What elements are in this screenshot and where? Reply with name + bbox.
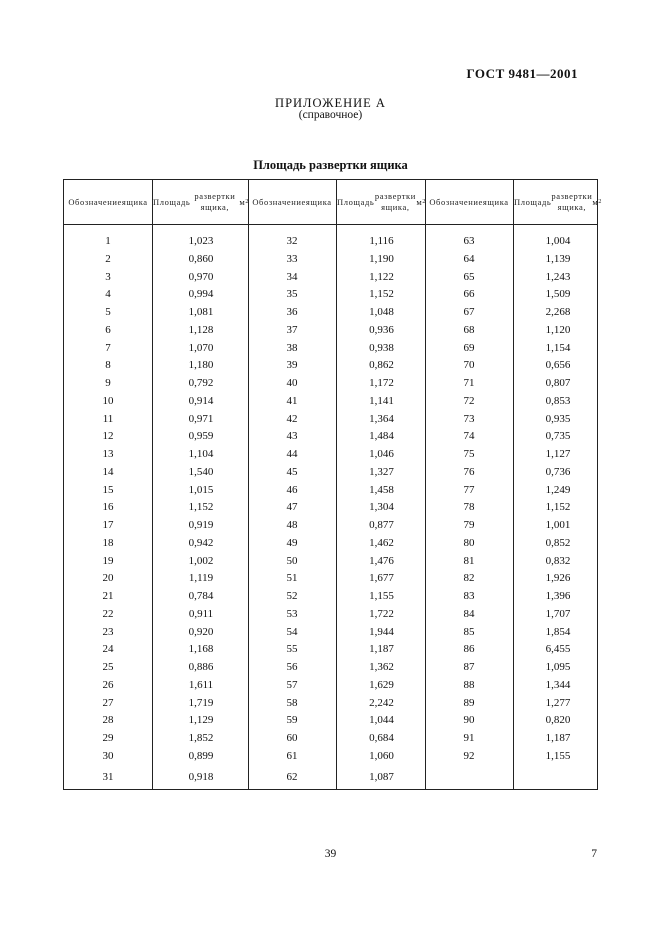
box-designation-cell: 32 — [286, 235, 298, 247]
box-area-cell: 0,735 — [545, 430, 571, 443]
box-area-cell: 0,886 — [188, 661, 214, 673]
box-area-cell: 2,268 — [545, 306, 571, 318]
box-designation-cell: 15 — [102, 483, 114, 496]
box-area-cell: 0,792 — [188, 377, 214, 389]
box-area-cell: 0,914 — [188, 394, 214, 407]
box-area-cell: 0,807 — [545, 377, 571, 389]
box-designation-cell: 66 — [463, 288, 475, 301]
box-area-cell: 1,344 — [545, 678, 571, 691]
box-designation-cell: 88 — [463, 678, 475, 691]
box-area-cell: 1,004 — [545, 235, 571, 247]
box-designation-cell: 42 — [286, 412, 298, 425]
box-designation-cell: 17 — [102, 519, 114, 531]
page-number: 39 — [324, 848, 337, 860]
box-area-cell: 1,015 — [188, 483, 214, 496]
box-designation-cell: 68 — [463, 323, 475, 336]
box-area-cell: 0,935 — [545, 412, 571, 425]
box-designation-cell: 21 — [102, 590, 114, 602]
box-area-cell: 1,060 — [369, 749, 394, 762]
box-area-cell: 1,048 — [369, 306, 394, 318]
box-designation-cell: 91 — [463, 732, 475, 744]
box-area-cell: 1,364 — [369, 412, 394, 425]
box-designation-cell: 45 — [286, 465, 298, 478]
box-area-cell: 1,854 — [545, 625, 571, 638]
header-designation — [425, 180, 513, 224]
header-designation — [64, 180, 152, 224]
box-designation-cell: 52 — [286, 590, 298, 602]
box-designation-cell: 7 — [105, 341, 111, 354]
box-designation-cell: 56 — [286, 661, 298, 673]
box-area-cell: 1,152 — [369, 288, 394, 301]
box-area-cell: 1,152 — [545, 501, 571, 514]
box-designation-cell: 79 — [463, 519, 475, 531]
box-area-cell: 1,081 — [188, 306, 214, 318]
box-area-cell: 1,127 — [545, 448, 571, 460]
box-area-cell: 1,509 — [545, 288, 571, 301]
box-designation-cell: 77 — [463, 483, 475, 496]
box-designation-cell: 23 — [102, 625, 114, 638]
box-designation-cell: 11 — [102, 412, 114, 425]
box-area-cell: 1,396 — [545, 590, 571, 602]
box-designation-cell: 6 — [105, 323, 111, 336]
box-designation-cell: 30 — [102, 749, 114, 762]
box-designation-cell: 22 — [102, 607, 114, 620]
box-designation-cell: 54 — [286, 625, 298, 638]
box-area-cell: 1,128 — [188, 323, 214, 336]
box-designation-cell: 78 — [463, 501, 475, 514]
box-area-cell: 1,187 — [369, 643, 394, 656]
box-area-cell: 1,129 — [188, 714, 214, 727]
header-area-line: развертки ящика, — [374, 191, 416, 212]
box-designation-cell: 12 — [102, 430, 114, 443]
box-designation-cell: 2 — [105, 252, 111, 265]
header-designation-line: ящика — [305, 196, 332, 207]
box-designation-cell: 51 — [286, 572, 298, 585]
box-designation-cell: 74 — [463, 430, 475, 443]
box-area-cell: 1,120 — [545, 323, 571, 336]
header-area-unit-exponent: 2 — [422, 198, 426, 205]
box-area-cell: 0,784 — [188, 590, 214, 602]
box-designation-cell: 13 — [102, 448, 114, 460]
box-designation-cell: 3 — [105, 270, 111, 283]
box-designation-cell: 48 — [286, 519, 298, 531]
box-designation-cell: 27 — [102, 696, 114, 709]
box-area-cell: 1,119 — [188, 572, 214, 585]
header-area — [514, 180, 602, 224]
box-designation-cell: 60 — [286, 732, 298, 744]
box-designation-cell: 31 — [102, 770, 114, 783]
box-designation-cell: 64 — [463, 252, 475, 265]
box-area-cell: 0,942 — [188, 536, 214, 549]
box-area-cell: 1,707 — [545, 607, 571, 620]
box-area-cell: 1,304 — [369, 501, 394, 514]
box-designation-cell: 1 — [105, 235, 111, 247]
box-area-cell: 0,994 — [188, 288, 214, 301]
box-area-cell: 0,938 — [369, 341, 394, 354]
box-designation-cell: 39 — [286, 359, 298, 372]
box-area-cell: 1,172 — [369, 377, 394, 389]
box-designation-cell: 47 — [286, 501, 298, 514]
box-designation-cell: 33 — [286, 252, 298, 265]
box-area-cell: 0,911 — [188, 607, 214, 620]
box-designation-cell: 26 — [102, 678, 114, 691]
box-designation-cell: 43 — [286, 430, 298, 443]
box-area-cell: 1,116 — [369, 235, 394, 247]
box-designation-cell: 72 — [463, 394, 475, 407]
header-area-line: развертки ящика, — [551, 191, 593, 212]
box-area-cell: 1,095 — [545, 661, 571, 673]
box-area-cell: 0,919 — [188, 519, 214, 531]
box-area-cell: 1,462 — [369, 536, 394, 549]
box-area-cell: 0,684 — [369, 732, 394, 744]
box-area-cell: 1,141 — [369, 394, 394, 407]
appendix-title: ПРИЛОЖЕНИЕ А — [275, 96, 386, 110]
box-designation-cell: 80 — [463, 536, 475, 549]
box-area-cell: 1,046 — [369, 448, 394, 460]
box-designation-cell: 82 — [463, 572, 475, 585]
header-area-line: Площадь — [153, 196, 191, 207]
box-designation-cell: 86 — [463, 643, 475, 656]
box-area-cell: 1,187 — [545, 732, 571, 744]
box-designation-cell: 83 — [463, 590, 475, 602]
box-area-cell: 6,455 — [545, 643, 571, 656]
box-area-cell: 1,926 — [545, 572, 571, 585]
box-area-cell: 1,852 — [188, 732, 214, 744]
header-area-unit: м — [416, 196, 423, 207]
box-designation-cell: 38 — [286, 341, 298, 354]
box-area-cell: 1,044 — [369, 714, 394, 727]
box-designation-cell: 87 — [463, 661, 475, 673]
box-designation-cell: 70 — [463, 359, 475, 372]
box-designation-cell: 5 — [105, 306, 111, 318]
box-area-cell: 1,540 — [188, 465, 214, 478]
sheet-number: 7 — [591, 848, 597, 860]
box-area-cell: 1,139 — [545, 252, 571, 265]
box-area-cell: 1,722 — [369, 607, 394, 620]
header-area-line: Площадь — [514, 196, 552, 207]
box-area-cell: 0,959 — [188, 430, 214, 443]
box-area-cell: 1,249 — [545, 483, 571, 496]
box-designation-cell: 34 — [286, 270, 298, 283]
box-area-cell: 0,970 — [188, 270, 214, 283]
box-designation-cell: 44 — [286, 448, 298, 460]
header-area-line: Площадь — [337, 196, 375, 207]
box-designation-cell: 57 — [286, 678, 298, 691]
header-area-unit: м — [239, 196, 246, 207]
header-divider — [64, 224, 597, 225]
box-area-cell: 1,154 — [545, 341, 571, 354]
box-designation-cell: 71 — [463, 377, 475, 389]
box-area-cell: 1,629 — [369, 678, 394, 691]
box-area-cell: 1,190 — [369, 252, 394, 265]
box-designation-cell: 62 — [286, 770, 298, 783]
appendix-note: (справочное) — [298, 109, 363, 121]
box-designation-cell: 4 — [105, 288, 111, 301]
box-area-cell: 0,971 — [188, 412, 214, 425]
box-designation-cell: 67 — [463, 306, 475, 318]
box-designation-cell: 90 — [463, 714, 475, 727]
box-area-cell: 0,852 — [545, 536, 571, 549]
box-area-cell: 1,087 — [369, 770, 394, 783]
box-area-cell: 1,180 — [188, 359, 214, 372]
header-area — [153, 180, 249, 224]
box-area-cell: 0,820 — [545, 714, 571, 727]
box-designation-cell: 18 — [102, 536, 114, 549]
box-designation-cell: 89 — [463, 696, 475, 709]
box-designation-cell: 40 — [286, 377, 298, 389]
header-area-unit-exponent: 2 — [598, 198, 603, 205]
box-designation-cell: 69 — [463, 341, 475, 354]
box-designation-cell: 29 — [102, 732, 114, 744]
box-area-cell: 0,862 — [369, 359, 394, 372]
box-designation-cell: 65 — [463, 270, 475, 283]
header-designation-line: Обозначение — [68, 196, 122, 207]
table-title: Площадь развертки ящика — [253, 158, 408, 172]
box-designation-cell: 8 — [105, 359, 111, 372]
box-area-cell: 1,362 — [369, 661, 394, 673]
box-area-cell: 1,155 — [369, 590, 394, 602]
box-area-cell: 1,677 — [369, 572, 394, 585]
box-area-cell: 1,327 — [369, 465, 394, 478]
box-designation-cell: 84 — [463, 607, 475, 620]
box-designation-cell: 49 — [286, 536, 298, 549]
box-area-cell: 0,918 — [188, 770, 214, 783]
box-designation-cell: 14 — [102, 465, 114, 478]
box-area-cell: 1,719 — [188, 696, 214, 709]
box-area-cell: 0,860 — [188, 252, 214, 265]
box-area-cell: 0,853 — [545, 394, 571, 407]
box-designation-cell: 61 — [286, 749, 298, 762]
box-area-cell: 1,168 — [188, 643, 214, 656]
box-area-cell: 1,155 — [545, 749, 571, 762]
box-area-cell: 1,152 — [188, 501, 214, 514]
box-area-cell: 1,002 — [188, 554, 214, 567]
box-designation-cell: 85 — [463, 625, 475, 638]
box-designation-cell: 76 — [463, 465, 475, 478]
box-designation-cell: 25 — [102, 661, 114, 673]
header-area-unit-exponent: 2 — [245, 198, 249, 205]
box-designation-cell: 28 — [102, 714, 114, 727]
box-area-cell: 1,243 — [545, 270, 571, 283]
box-designation-cell: 81 — [463, 554, 475, 567]
header-designation-line: ящика — [121, 196, 148, 207]
box-area-cell: 2,242 — [369, 696, 394, 709]
box-area-cell: 0,920 — [188, 625, 214, 638]
box-designation-cell: 59 — [286, 714, 298, 727]
box-designation-cell: 41 — [286, 394, 298, 407]
box-area-cell: 1,476 — [369, 554, 394, 567]
header-designation-line: Обозначение — [252, 196, 306, 207]
box-designation-cell: 37 — [286, 323, 298, 336]
box-area-cell: 1,023 — [188, 235, 214, 247]
box-area-cell: 1,484 — [369, 430, 394, 443]
box-area-cell: 0,899 — [188, 749, 214, 762]
box-designation-cell: 73 — [463, 412, 475, 425]
box-designation-cell: 63 — [463, 235, 475, 247]
box-area-cell: 1,122 — [369, 270, 394, 283]
box-designation-cell: 46 — [286, 483, 298, 496]
box-designation-cell: 19 — [102, 554, 114, 567]
header-area — [337, 180, 426, 224]
box-designation-cell: 16 — [102, 501, 114, 514]
box-area-cell: 0,877 — [369, 519, 394, 531]
box-area-cell: 1,001 — [545, 519, 571, 531]
box-area-cell: 0,936 — [369, 323, 394, 336]
box-designation-cell: 36 — [286, 306, 298, 318]
box-designation-cell: 55 — [286, 643, 298, 656]
box-designation-cell: 92 — [463, 749, 475, 762]
header-designation-line: Обозначение — [429, 196, 483, 207]
box-area-cell: 1,277 — [545, 696, 571, 709]
box-designation-cell: 75 — [463, 448, 475, 460]
box-designation-cell: 24 — [102, 643, 114, 656]
header-designation — [248, 180, 336, 224]
box-area-cell: 1,104 — [188, 448, 214, 460]
box-designation-cell: 20 — [102, 572, 114, 585]
header-area-unit: м — [592, 196, 599, 207]
box-area-table — [63, 179, 603, 790]
box-area-cell: 1,611 — [188, 678, 214, 691]
box-area-cell: 1,458 — [369, 483, 394, 496]
box-designation-cell: 53 — [286, 607, 298, 620]
box-area-cell: 1,944 — [369, 625, 394, 638]
standard-number: ГОСТ 9481—2001 — [466, 66, 578, 81]
box-area-cell: 0,656 — [545, 359, 571, 372]
box-designation-cell: 9 — [105, 377, 111, 389]
header-area-line: развертки ящика, — [194, 191, 236, 212]
box-designation-cell: 58 — [286, 696, 298, 709]
box-area-cell: 0,736 — [545, 465, 571, 478]
box-designation-cell: 10 — [102, 394, 114, 407]
box-area-cell: 0,832 — [545, 554, 571, 567]
box-designation-cell: 35 — [286, 288, 298, 301]
box-area-cell: 1,070 — [188, 341, 214, 354]
header-designation-line: ящика — [482, 196, 509, 207]
box-designation-cell: 50 — [286, 554, 298, 567]
